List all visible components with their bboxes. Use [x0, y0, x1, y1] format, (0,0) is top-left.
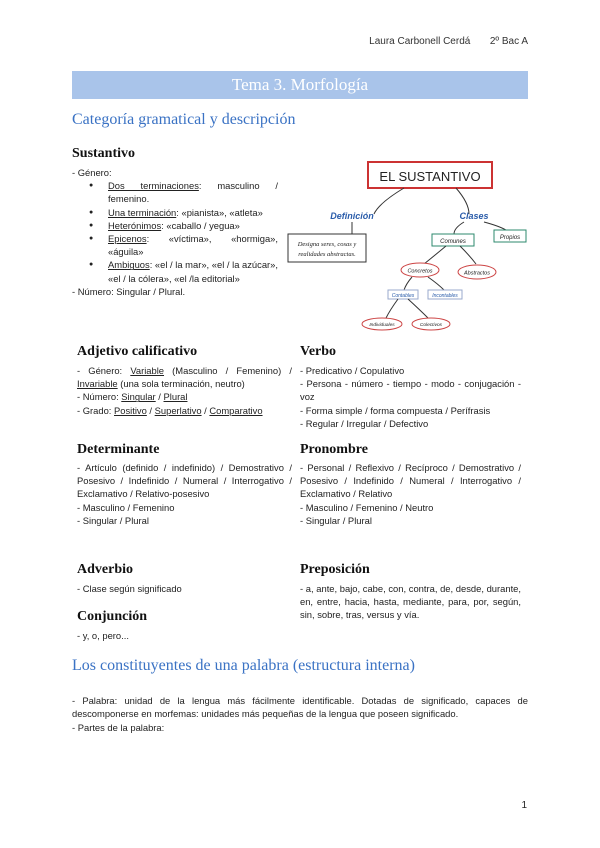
list-item: ● Epicenos: «víctima», «hormiga», «águila» [72, 232, 278, 258]
verbo-line: - Forma simple / forma compuesta / Perífrasis [300, 404, 491, 416]
svg-text:Propios: Propios [499, 235, 521, 241]
conjuncion-line: - y, o, pero... [77, 630, 129, 641]
verbo-body [300, 364, 521, 430]
palabra-paragraph: - Palabra: unidad de la lengua más fácilmente identificable. Dotadas de significado, capaces de descomponerse en morfemas: unidades más pequeñas de la lengua que poseen significado. [72, 695, 528, 720]
adverbio-line: - Clase según significado [77, 583, 182, 594]
list-item: ● Una terminación: «pianista», «atleta» [72, 206, 278, 219]
adjetivo-title: Adjetivo calificativo [77, 344, 198, 359]
verbo-line: - Persona - número - tiempo - modo - conjugación - voz [300, 378, 521, 403]
adverbio-title: Adverbio [77, 562, 133, 577]
diagram-title: EL SUSTANTIVO [379, 169, 481, 184]
pronombre-line: - Personal / Reflexivo / Recíproco / Demostrativo / Posesivo / Indefinido / Numeral / Interrogativo / Exclamativo / Relativo [300, 462, 521, 500]
course-label: 2º Bac A [489, 36, 528, 47]
list-item: ● Dos terminaciones: masculino / femenino. [72, 179, 278, 205]
preposicion-line: - a, ante, bajo, cabe, con, contra, de, desde, durante, en, entre, hacia, hasta, mediante, para, por, según, sin, sobre, tras, versus y vía. [300, 583, 521, 621]
genero-label: - Género: [72, 167, 112, 178]
svg-text:Designa seres, cosas y: Designa seres, cosas y [297, 241, 357, 248]
determinante-line: - Masculino / Femenino [77, 501, 175, 513]
verbo-line: - Regular / Irregular / Defectivo [300, 417, 429, 429]
pronombre-line: - Singular / Plural [300, 514, 372, 526]
determinante-line: - Artículo (definido / indefinido) / Demostrativo / Posesivo / Indefinido / Numeral / Interrogativo / Exclamativo / Relativo-posesivo [77, 462, 292, 500]
verbo-title: Verbo [300, 344, 337, 359]
svg-text:Individuales: Individuales [369, 323, 395, 328]
page-header [369, 36, 528, 47]
svg-text:Abstractos: Abstractos [464, 270, 490, 277]
pronombre-body [300, 461, 521, 527]
determinante-title: Determinante [77, 442, 160, 457]
page-number: 1 [521, 800, 527, 811]
determinante-body [77, 461, 292, 527]
partes-paragraph: - Partes de la palabra: [72, 722, 165, 733]
verbo-line: - Predicativo / Copulativo [300, 365, 405, 376]
pronombre-title: Pronombre [300, 442, 368, 457]
preposicion-title: Preposición [300, 562, 370, 577]
svg-text:Incontables: Incontables [432, 293, 458, 299]
section-heading-categoria: Categoría gramatical y descripción [72, 111, 296, 128]
adjetivo-body [77, 364, 292, 417]
genero-list [72, 179, 278, 285]
determinante-line: - Singular / Plural [77, 514, 149, 526]
sustantivo-body [72, 166, 278, 298]
pronombre-line: - Masculino / Femenino / Neutro [300, 501, 434, 513]
conjuncion-title: Conjunción [77, 609, 148, 624]
sustantivo-diagram [284, 158, 530, 338]
adjetivo-genero: - Género: Variable (Masculino / Femenino) / Invariable (una sola terminación, neutro) [77, 365, 292, 390]
svg-text:realidades abstractas.: realidades abstractas. [298, 251, 356, 258]
diagram-definicion: Definición [330, 211, 374, 221]
svg-text:Comunes: Comunes [440, 239, 466, 245]
numero-line: - Número: Singular / Plural. [72, 285, 186, 297]
diagram-clases: Clases [459, 211, 489, 221]
page-title-banner: Tema 3. Morfología [72, 71, 528, 99]
list-item: ● Heterónimos: «caballo / yegua» [72, 219, 278, 232]
svg-text:Colectivos: Colectivos [419, 323, 443, 328]
svg-text:Contables: Contables [391, 293, 415, 299]
sustantivo-title: Sustantivo [72, 146, 136, 161]
list-item: ● Ambiguos: «el / la mar», «el / la azúcar», «el / la cólera», «el /la editorial» [72, 258, 278, 284]
svg-text:Concretos: Concretos [407, 268, 433, 275]
section-heading-constituyentes: Los constituyentes de una palabra (estructura interna) [72, 657, 415, 674]
adjetivo-grado: - Grado: Positivo / Superlativo / Comparativo [77, 404, 263, 416]
author-name: Laura Carbonell Cerdá [369, 36, 471, 47]
adjetivo-numero: - Número: Singular / Plural [77, 391, 188, 403]
